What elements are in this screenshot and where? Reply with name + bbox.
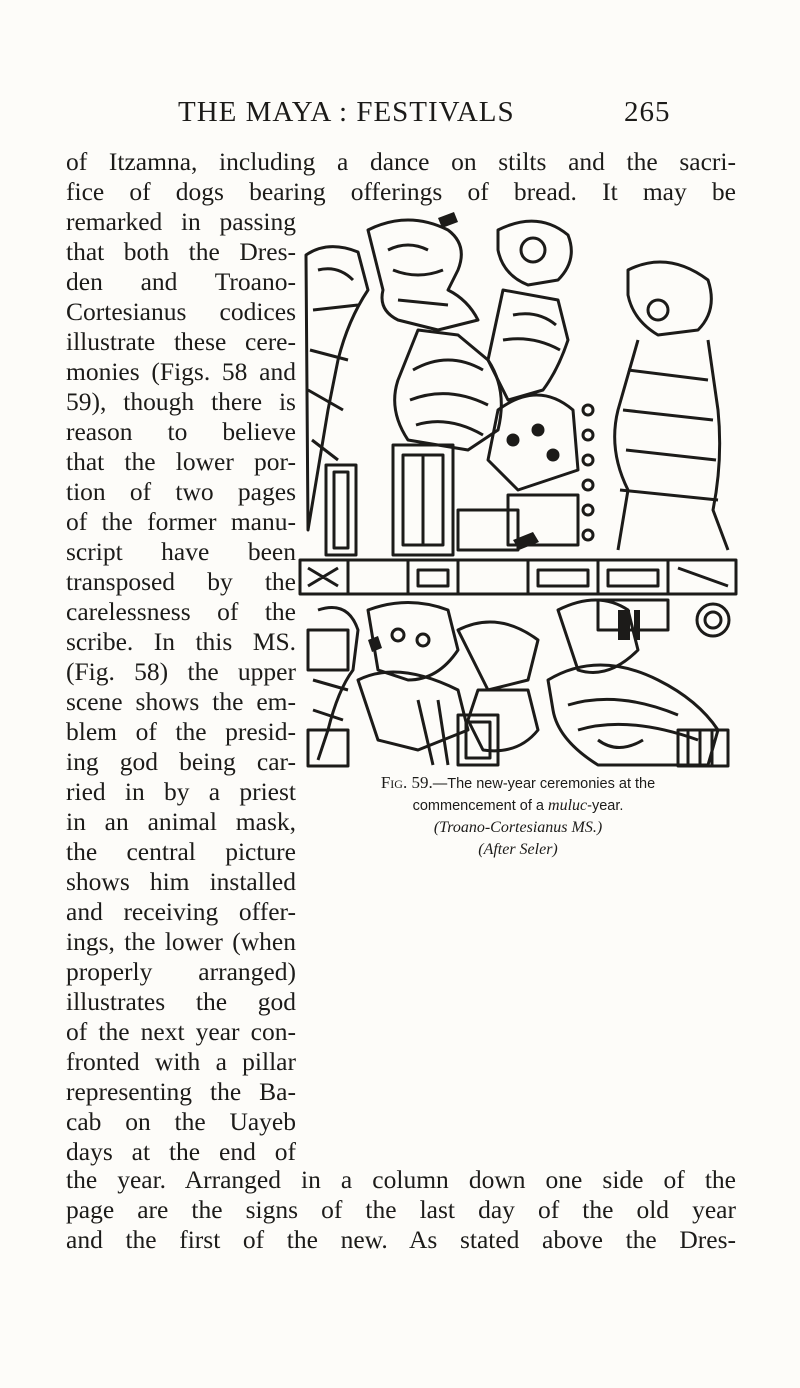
column-line: den and Troano- bbox=[66, 267, 296, 296]
column-line: scribe. In this MS. bbox=[66, 627, 296, 656]
column-line: shows him installed bbox=[66, 867, 296, 896]
caption-source-text: (Troano-Cortesianus MS.) bbox=[433, 819, 603, 836]
column-line: ried in by a priest bbox=[66, 777, 296, 806]
caption-credit-text: (After Seler) bbox=[478, 841, 558, 858]
body-line-bottom-2: page are the signs of the last day of the old year bbox=[66, 1195, 736, 1224]
caption-credit bbox=[300, 839, 736, 861]
caption-line-2 bbox=[300, 795, 736, 817]
column-line: Cortesianus codices bbox=[66, 297, 296, 326]
body-line-bottom-3: and the first of the new. As stated above the Dres- bbox=[66, 1225, 736, 1254]
column-line: and receiving offer- bbox=[66, 897, 296, 926]
column-line: script have been bbox=[66, 537, 296, 566]
figure-caption bbox=[300, 772, 736, 861]
figure-label: Fig. 59. bbox=[380, 773, 433, 792]
column-line: monies (Figs. 58 and bbox=[66, 357, 296, 386]
column-line: tion of two pages bbox=[66, 477, 296, 506]
column-line: blem of the presid- bbox=[66, 717, 296, 746]
column-line: ings, the lower (when bbox=[66, 927, 296, 956]
body-line-1: of Itzamna, including a dance on stilts and the sacri- bbox=[66, 147, 736, 176]
column-line: illustrates the god bbox=[66, 987, 296, 1016]
caption-source bbox=[300, 817, 736, 839]
body-line-2: fice of dogs bearing offerings of bread. It may be bbox=[66, 177, 736, 206]
body-line-bottom-1: the year. Arranged in a column down one side of the bbox=[66, 1165, 736, 1194]
caption-line-1 bbox=[300, 772, 736, 795]
column-line: in an animal mask, bbox=[66, 807, 296, 836]
column-line: fronted with a pillar bbox=[66, 1047, 296, 1076]
column-line: transposed by the bbox=[66, 567, 296, 596]
column-line: carelessness of the bbox=[66, 597, 296, 626]
column-line: of the former manu- bbox=[66, 507, 296, 536]
column-line: the central picture bbox=[66, 837, 296, 866]
column-line: properly arranged) bbox=[66, 957, 296, 986]
column-line: cab on the Uayeb bbox=[66, 1107, 296, 1136]
column-line: representing the Ba- bbox=[66, 1077, 296, 1106]
caption-line-2-post: -year. bbox=[587, 798, 624, 814]
caption-line-2-pre: commencement of a bbox=[412, 798, 549, 814]
caption-text: —The new-year ceremonies at the bbox=[432, 776, 656, 792]
column-line: of the next year con- bbox=[66, 1017, 296, 1046]
column-line: that the lower por- bbox=[66, 447, 296, 476]
page-number: 265 bbox=[624, 96, 671, 128]
column-line: illustrate these cere- bbox=[66, 327, 296, 356]
column-line: days at the end of bbox=[66, 1137, 296, 1166]
codex-illustration bbox=[298, 210, 738, 770]
column-line: ing god being car- bbox=[66, 747, 296, 776]
running-title: THE MAYA : FESTIVALS bbox=[178, 96, 515, 128]
column-line: that both the Dres- bbox=[66, 237, 296, 266]
column-line: reason to believe bbox=[66, 417, 296, 446]
column-line: (Fig. 58) the upper bbox=[66, 657, 296, 686]
column-line: remarked in passing bbox=[66, 207, 296, 236]
caption-italic-term: muluc bbox=[548, 797, 588, 814]
column-line: 59), though there is bbox=[66, 387, 296, 416]
wrapped-text-column bbox=[66, 207, 296, 1167]
column-line: scene shows the em- bbox=[66, 687, 296, 716]
